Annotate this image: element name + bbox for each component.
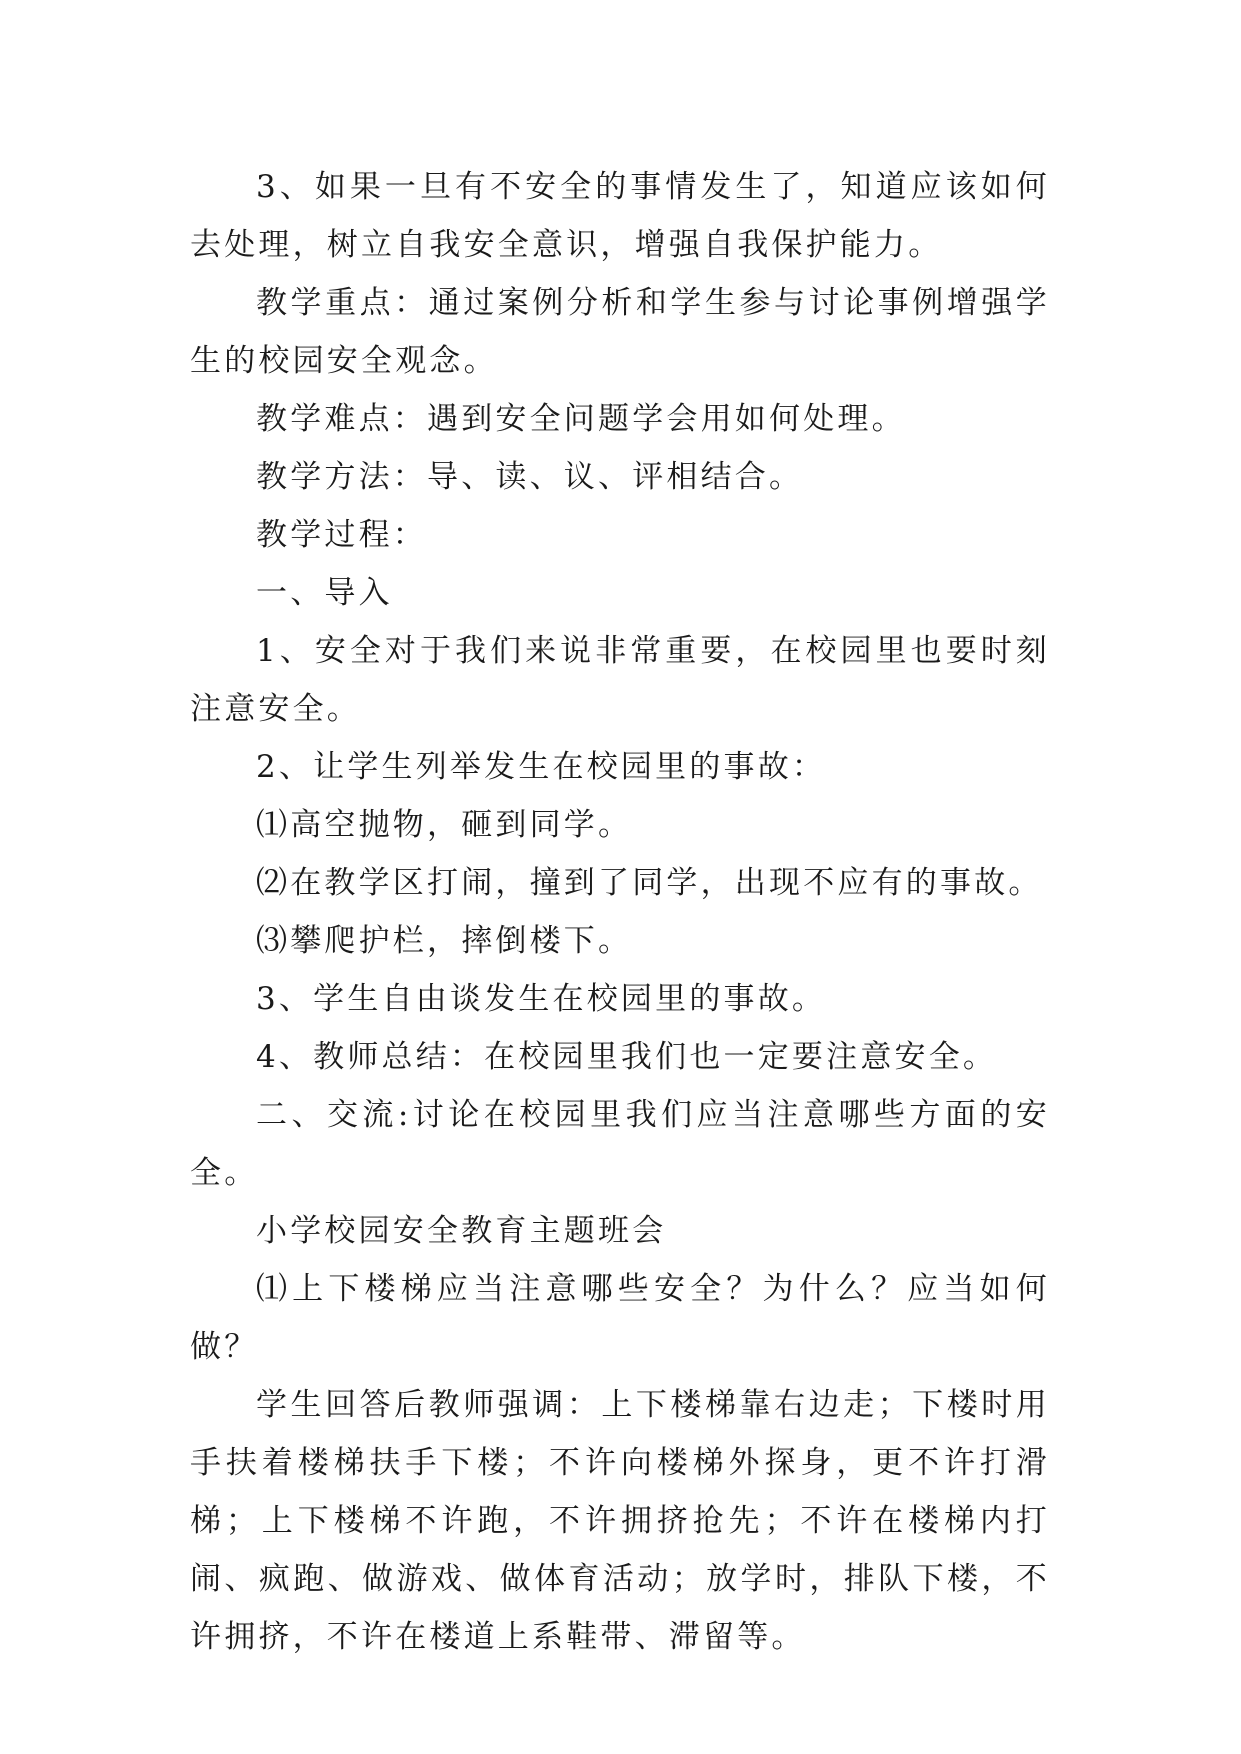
paragraph-safety-handling: 3、如果一旦有不安全的事情发生了，知道应该如何去处理，树立自我安全意识，增强自我保护能力。 <box>190 169 1050 263</box>
list-item-accident-3: ⑶攀爬护栏，摔倒楼下。 <box>256 923 633 959</box>
paragraph-intro-4: 4、教师总结：在校园里我们也一定要注意安全。 <box>256 1039 998 1075</box>
paragraph-teaching-process: 教学过程： <box>256 517 427 553</box>
paragraph-teaching-method: 教学方法：导、读、议、评相结合。 <box>256 459 804 495</box>
section-heading-intro: 一、导入 <box>256 575 393 611</box>
section-heading-exchange: 二、交流:讨论在校园里我们应当注意哪些方面的安全。 <box>190 1097 1050 1191</box>
paragraph-teaching-focus: 教学重点：通过案例分析和学生参与讨论事例增强学生的校园安全观念。 <box>190 285 1050 379</box>
paragraph-intro-2: 2、让学生列举发生在校园里的事故： <box>256 749 827 785</box>
paragraph-teaching-difficulty: 教学难点：遇到安全问题学会用如何处理。 <box>256 401 906 437</box>
list-item-stairs-question: ⑴上下楼梯应当注意哪些安全？为什么？应当如何做？ <box>190 1271 1050 1365</box>
paragraph-class-meeting-title: 小学校园安全教育主题班会 <box>256 1213 667 1249</box>
list-item-accident-1: ⑴高空抛物，砸到同学。 <box>256 807 633 843</box>
list-item-accident-2: ⑵在教学区打闹，撞到了同学，出现不应有的事故。 <box>256 865 1043 901</box>
paragraph-intro-1: 1、安全对于我们来说非常重要，在校园里也要时刻注意安全。 <box>190 633 1050 727</box>
document-body <box>190 158 1050 1666</box>
paragraph-teacher-emphasis: 学生回答后教师强调：上下楼梯靠右边走；下楼时用手扶着楼梯扶手下楼；不许向楼梯外探身，更不许打滑梯；上下楼梯不许跑，不许拥挤抢先；不许在楼梯内打闹、疯跑、做游戏、做体育活动；放学时，排队下楼，不许拥挤，不许在楼道上系鞋带、滞留等。 <box>190 1387 1050 1655</box>
paragraph-intro-3: 3、学生自由谈发生在校园里的事故。 <box>256 981 827 1017</box>
